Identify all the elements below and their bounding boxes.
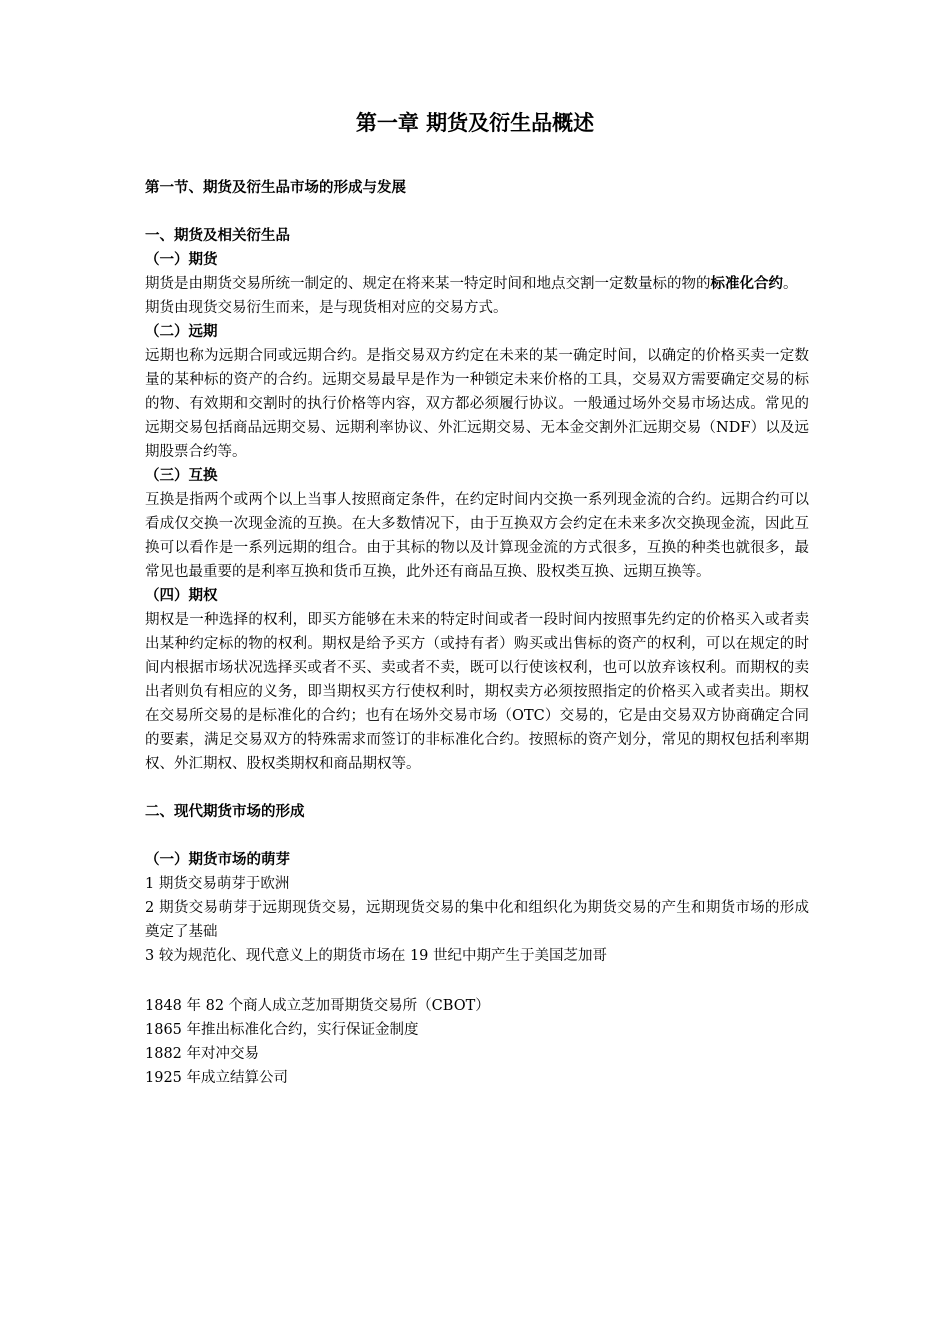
futures-heading: （一）期货	[145, 252, 218, 268]
timeline-item: 1925 年成立结算公司	[145, 1070, 289, 1086]
timeline-item: 1882 年对冲交易	[145, 1046, 260, 1062]
document-body	[145, 176, 809, 1090]
part2-heading: 二、现代期货市场的形成	[145, 804, 305, 820]
chapter-title: 第一章 期货及衍生品概述	[355, 111, 595, 135]
swaps-heading: （三）互换	[145, 468, 218, 484]
options-heading: （四）期权	[145, 588, 218, 604]
forwards-heading: （二）远期	[145, 324, 218, 340]
list-item: 2 期货交易萌芽于远期现货交易，远期现货交易的集中化和组织化为期货交易的产生和期货市场的形成奠定了基础	[145, 900, 809, 940]
futures-origin: 期货由现货交易衍生而来，是与现货相对应的交易方式。	[145, 300, 508, 316]
futures-def-end: 。	[783, 276, 798, 292]
list-item: 1 期货交易萌芽于欧洲	[145, 876, 290, 892]
forwards-paragraph: 远期也称为远期合同或远期合约。是指交易双方约定在未来的某一确定时间，以确定的价格买卖一定数量的某种标的资产的合约。远期交易最早是作为一种锁定未来价格的工具，交易双方需要确定交易的标的物、有效期和交割时的执行价格等内容，双方都必须履行协议。一般通过场外交易市场达成。常见的远期交易包括商品远期交易、远期利率协议、外汇远期交易、无本金交割外汇远期交易（NDF）以及远期股票合约等。	[145, 348, 809, 460]
timeline-item: 1865 年推出标准化合约，实行保证金制度	[145, 1022, 419, 1038]
futures-def-text: 期货是由期货交易所统一制定的、规定在将来某一特定时间和地点交割一定数量标的物的	[145, 276, 711, 292]
section-heading: 第一节、期货及衍生品市场的形成与发展	[145, 180, 406, 196]
swaps-paragraph: 互换是指两个或两个以上当事人按照商定条件，在约定时间内交换一系列现金流的合约。远期合约可以看成仅交换一次现金流的互换。在大多数情况下，由于互换双方会约定在未来多次交换现金流，因此互换可以看作是一系列远期的组合。由于其标的物以及计算现金流的方式很多，互换的种类也就很多，最常见也最重要的是利率互换和货币互换，此外还有商品互换、股权类互换、远期互换等。	[145, 492, 809, 580]
part1-heading: 一、期货及相关衍生品	[145, 228, 290, 244]
futures-def-bold: 标准化合约	[710, 276, 783, 292]
futures-definition	[145, 272, 809, 296]
timeline-item: 1848 年 82 个商人成立芝加哥期货交易所（CBOT）	[145, 998, 490, 1014]
sprout-heading: （一）期货市场的萌芽	[145, 852, 290, 868]
options-paragraph: 期权是一种选择的权利，即买方能够在未来的特定时间或者一段时间内按照事先约定的价格买入或者卖出某种约定标的物的权利。期权是给予买方（或持有者）购买或出售标的资产的权利，可以在规定的时间内根据市场状况选择买或者不买、卖或者不卖，既可以行使该权利，也可以放弃该权利。而期权的卖出者则负有相应的义务，即当期权买方行使权利时，期权卖方必须按照指定的价格买入或者卖出。期权在交易所交易的是标准化的合约；也有在场外交易市场（OTC）交易的，它是由交易双方协商确定合同的要素，满足交易双方的特殊需求而签订的非标准化合约。按照标的资产划分，常见的期权包括利率期权、外汇期权、股权类期权和商品期权等。	[145, 612, 809, 772]
list-item: 3 较为规范化、现代意义上的期货市场在 19 世纪中期产生于美国芝加哥	[145, 948, 608, 964]
